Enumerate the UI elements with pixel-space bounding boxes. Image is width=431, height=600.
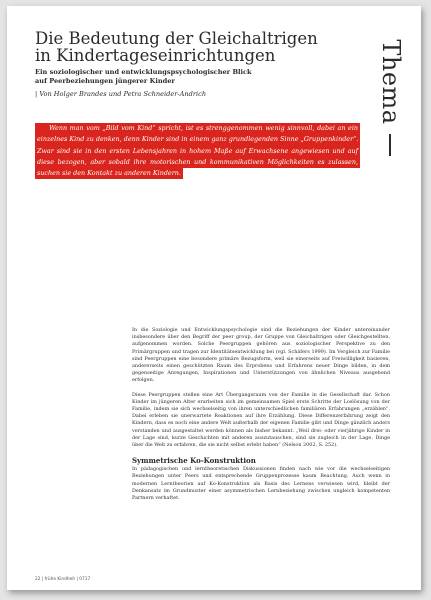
intro-line: Zwar sind sie in den ersten Lebensjahren in hohem Maße auf Erwachsene angewiesen und auf (35, 146, 360, 157)
article-title-line-2: in Kindertageseinrichtungen (35, 46, 276, 65)
section-label-rule (389, 134, 391, 156)
section-label (371, 26, 411, 156)
article-title-line-1: Die Bedeutung der Gleichaltrigen (35, 29, 318, 48)
body-paragraph-2: Diese Peergruppen stellen eine Art Übergangsraum von der Familie in die Gesellschaft dar. Schon Kinder im jüngeren Alter erarbeiten sich im gemeinsamen Spiel erste Schritte der Loslösung von der Familie, indem sie sich wechselseitig von ihren unterschiedlichen familiären Erfahrungen „erzählen“. Dabei erleben sie unerwartete Reaktionen auf ihre Erzählung. Diese Differenzerfahrung zeigt den Kindern, dass es noch eine andere Welt außerhalb der eigenen Familie gibt und Dinge gänzlich anders verstanden und ausgestaltet werden können als bisher bekannt. „Weil drei- oder vierjährige Kinder in der Lage sind, kurze Geschichten mit anderen auszutauschen, sind sie zugleich in der Lage, Dinge über die Welt zu erfahren, die sie nicht selbst erlebt haben“ (Nelson 2002, S. 252). (132, 391, 390, 449)
intro-line: suchen sie den Kontakt zu anderen Kindern. (35, 168, 183, 179)
intro-line: Wenn man vom „Bild vom Kind“ spricht, ist es strenggenommen wenig sinnvoll, dabei an ein (35, 123, 360, 134)
intro-highlight (35, 123, 360, 179)
article-title (35, 30, 365, 64)
intro-line: einzelnes Kind zu denken, denn Kinder sind in einem ganz grundlegenden Sinne „Gruppenkinder“. (35, 134, 360, 145)
section-heading: Symmetrische Ko-Konstruktion (132, 456, 256, 466)
page-folio: 22 | frühe Kindheit | 0717 (35, 577, 91, 582)
article-subtitle-line-1: Ein soziologischer und entwicklungspsychologischer Blick (35, 68, 252, 76)
magazine-page (7, 6, 421, 590)
article-subtitle-line-2: auf Peerbeziehungen jüngerer Kinder (35, 77, 175, 85)
article-authors: | Von Holger Brandes und Petra Schneider-Andrich (35, 90, 207, 98)
body-paragraph-1: In die Soziologie und Entwicklungspsychologie sind die Beziehungen der Kinder untereinander insbesondere über den Begriff der peer group, der Gruppe von Gleichaltrigen oder Gleichgestellten, aufgenommen worden. Solche Peergruppen gehören aus soziologischer Perspektive zu den Primärgruppen und tragen zur Identitätsentwicklung bei (vgl. Schäfers 1999). Im Vergleich zur Familie sind Peergruppen eine besondere primäre Bezugsform, weil sie einerseits auf Freiwilligkeit basieren, andererseits einen geschützten Raum des Erprobens und Erfahrens neuer Dinge bilden, in dem gegenseitige Anregungen, Inspirationen und Unterstützungen von ähnlichen Niveaus ausgehend erfolgen. (132, 327, 390, 384)
intro-line: diese bezogen, aber sobald ihre motorischen und kommunikativen Möglichkeiten es zulassen, (35, 157, 360, 168)
section-label-text: Thema (377, 39, 405, 125)
article-body (132, 327, 390, 509)
article-subtitle (35, 68, 335, 86)
body-paragraph-3: In pädagogischen und lerntheoretischen Diskussionen finden nach wie vor die wechselseitigen Beziehungen unter Peers und entsprechende Gruppenprozesse kaum Beachtung. Auch wenn in modernen Lerntheorien auf Ko-Konstruktion als Basis des Lernens verwiesen wird, bleibt der Denkansatz im Grundmuster einer asymmetrischen Lernbeziehung zwischen ungleich kompetenten Partnern verhaftet. (132, 466, 390, 502)
